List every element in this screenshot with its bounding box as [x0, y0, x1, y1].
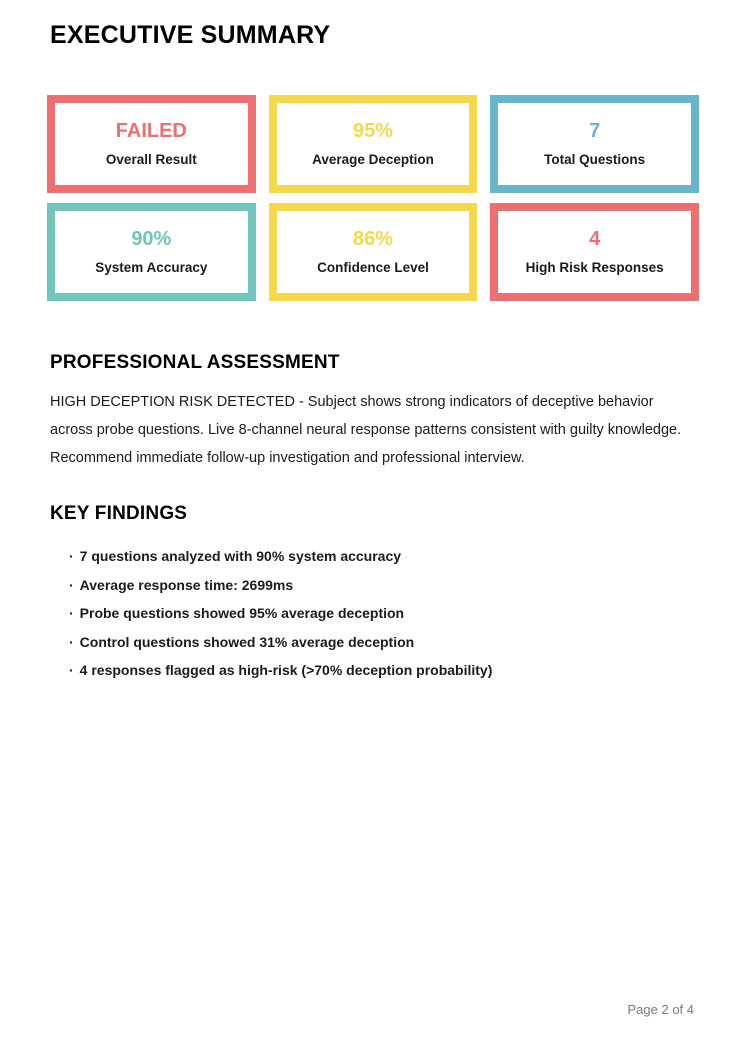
stat-value: 95%	[352, 120, 393, 143]
bullet-dot: ·	[69, 605, 74, 621]
stat-cards-grid	[47, 95, 699, 301]
stat-value: 4	[589, 228, 601, 251]
stat-label: Overall Result	[105, 152, 197, 168]
key-finding-text: Average response time: 2699ms	[79, 576, 294, 593]
bullet-dot: ·	[69, 633, 74, 650]
stat-card	[47, 95, 256, 193]
assessment-heading: PROFESSIONAL ASSESSMENT	[50, 352, 340, 373]
stat-card	[490, 203, 699, 301]
stat-card	[490, 95, 699, 193]
page-number: Page 2 of 4	[627, 1002, 694, 1017]
stat-value: FAILED	[115, 120, 187, 143]
key-finding-text: Probe questions showed 95% average deception	[79, 605, 405, 621]
stat-value: 90%	[131, 228, 172, 251]
stat-card	[269, 95, 478, 193]
page-title: EXECUTIVE SUMMARY	[50, 21, 331, 49]
stat-value: 7	[589, 120, 601, 143]
key-finding-item	[69, 656, 695, 685]
stat-label: Total Questions	[544, 152, 646, 168]
stat-label: Confidence Level	[317, 260, 429, 276]
key-finding-text: Control questions showed 31% average deception	[79, 633, 415, 650]
stat-label: High Risk Responses	[525, 260, 664, 276]
bullet-dot: ·	[69, 662, 74, 678]
key-finding-item	[69, 599, 695, 628]
bullet-dot: ·	[69, 576, 74, 593]
key-finding-text: 7 questions analyzed with 90% system accuracy	[79, 548, 402, 564]
stat-value: 86%	[352, 228, 393, 251]
stat-card	[269, 203, 478, 301]
stat-label: Average Deception	[312, 152, 434, 168]
key-findings-heading: KEY FINDINGS	[50, 503, 188, 524]
bullet-dot: ·	[69, 548, 74, 564]
key-finding-text: 4 responses flagged as high-risk (>70% deception probability)	[79, 662, 493, 678]
key-finding-item	[69, 628, 695, 657]
key-finding-item	[69, 571, 695, 600]
key-finding-item	[69, 542, 695, 571]
stat-label: System Accuracy	[95, 260, 208, 276]
key-findings-list	[50, 542, 695, 685]
assessment-body: HIGH DECEPTION RISK DETECTED - Subject shows strong indicators of deceptive behavior across probe questions. Live 8-channel neural response patterns consistent with guilty knowledge. Recommend immediate follow-up investigation and professional interview.	[50, 394, 682, 466]
stat-card	[47, 203, 256, 301]
